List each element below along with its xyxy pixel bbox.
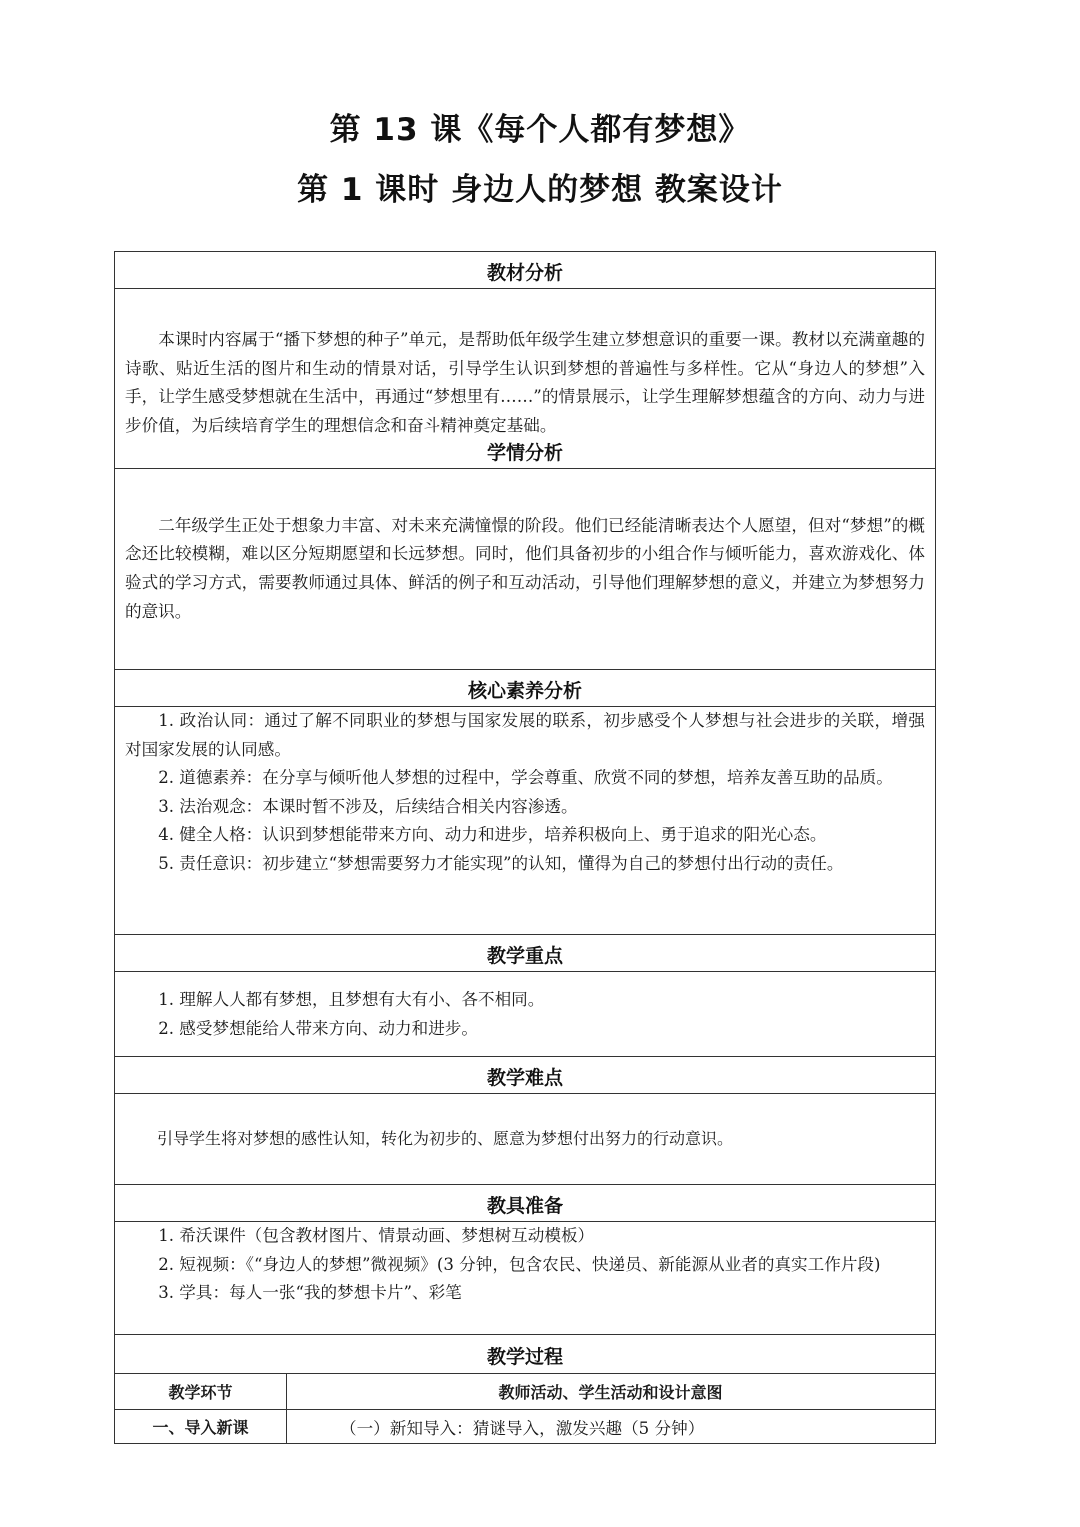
process-row [115,1410,935,1443]
core-literacy-item: 5. 责任意识：初步建立“梦想需要努力才能实现”的认知，懂得为自己的梦想付出行动的责任。 [158,853,844,873]
key-point-item: 2. 感受梦想能给人带来方向、动力和进步。 [158,1018,478,1038]
stage-column-header: 教学环节 [115,1374,287,1409]
core-literacy-item: 1. 政治认同：通过了解不同职业的梦想与国家发展的联系，初步感受个人梦想与社会进步的关联，增强对国家发展的认同感。 [125,711,925,759]
student-analysis-text: 二年级学生正处于想象力丰富、对未来充满憧憬的阶段。他们已经能清晰表达个人愿望，但对“梦想”的概念还比较模糊，难以区分短期愿望和长远梦想。同时，他们具备初步的小组合作与倾听能力，喜欢游戏化、体验式的学习方式，需要教师通过具体、鲜活的例子和互动活动，引导他们理解梦想的意义，并建立为梦想努力的意识。 [125,515,925,621]
material-analysis-heading: 教材分析 [115,252,935,289]
lesson-title: 第 13 课《每个人都有梦想》 [329,112,751,148]
core-literacy-item: 2. 道德素养：在分享与倾听他人梦想的过程中，学会尊重、欣赏不同的梦想，培养友善互助的品质。 [158,768,893,788]
difficulty-body [115,1094,935,1185]
process-heading: 教学过程 [115,1335,935,1374]
student-analysis-heading: 学情分析 [115,432,935,469]
tool-item: 2. 短视频：《“身边人的梦想”微视频》(3 分钟，包含农民、快递员、新能源从业者的真实工作片段) [158,1254,881,1274]
lesson-plan-table [114,251,936,1444]
core-literacy-heading: 核心素养分析 [115,670,935,707]
process-header-row [115,1374,935,1410]
material-analysis-text: 本课时内容属于“播下梦想的种子”单元，是帮助低年级学生建立梦想意识的重要一课。教材以充满童趣的诗歌、贴近生活的图片和生动的情景对话，引导学生认识到梦想的普遍性与多样性。它从“身边人的梦想”入手，让学生感受梦想就在生活中，再通过“梦想里有……”的情景展示，让学生理解梦想蕴含的方向、动力与进步价值，为后续培育学生的理想信念和奋斗精神奠定基础。 [125,330,925,435]
lesson-subtitle: 第 1 课时 身边人的梦想 教案设计 [297,172,783,208]
key-points-heading: 教学重点 [115,935,935,972]
difficulty-heading: 教学难点 [115,1057,935,1094]
activity-cell: （一）新知导入：猜谜导入，激发兴趣（5 分钟） [340,1418,705,1438]
core-literacy-item: 3. 法治观念：本课时暂不涉及，后续结合相关内容渗透。 [158,796,578,816]
core-literacy-item: 4. 健全人格：认识到梦想能带来方向、动力和进步，培养积极向上、勇于追求的阳光心态。 [158,825,827,845]
tools-body [115,1222,935,1335]
stage-cell: 一、导入新课 [115,1410,287,1443]
tool-item: 1. 希沃课件（包含教材图片、情景动画、梦想树互动模板） [158,1226,595,1245]
tool-item: 3. 学具：每人一张“我的梦想卡片”、彩笔 [158,1283,462,1303]
difficulty-text: 引导学生将对梦想的感性认知，转化为初步的、愿意为梦想付出努力的行动意识。 [157,1128,734,1148]
key-points-body [115,972,935,1057]
tools-heading: 教具准备 [115,1185,935,1222]
key-point-item: 1. 理解人人都有梦想，且梦想有大有小、各不相同。 [158,990,545,1009]
student-analysis-body [115,469,935,670]
core-literacy-body [115,707,935,935]
activity-column-header: 教师活动、学生活动和设计意图 [498,1383,723,1402]
